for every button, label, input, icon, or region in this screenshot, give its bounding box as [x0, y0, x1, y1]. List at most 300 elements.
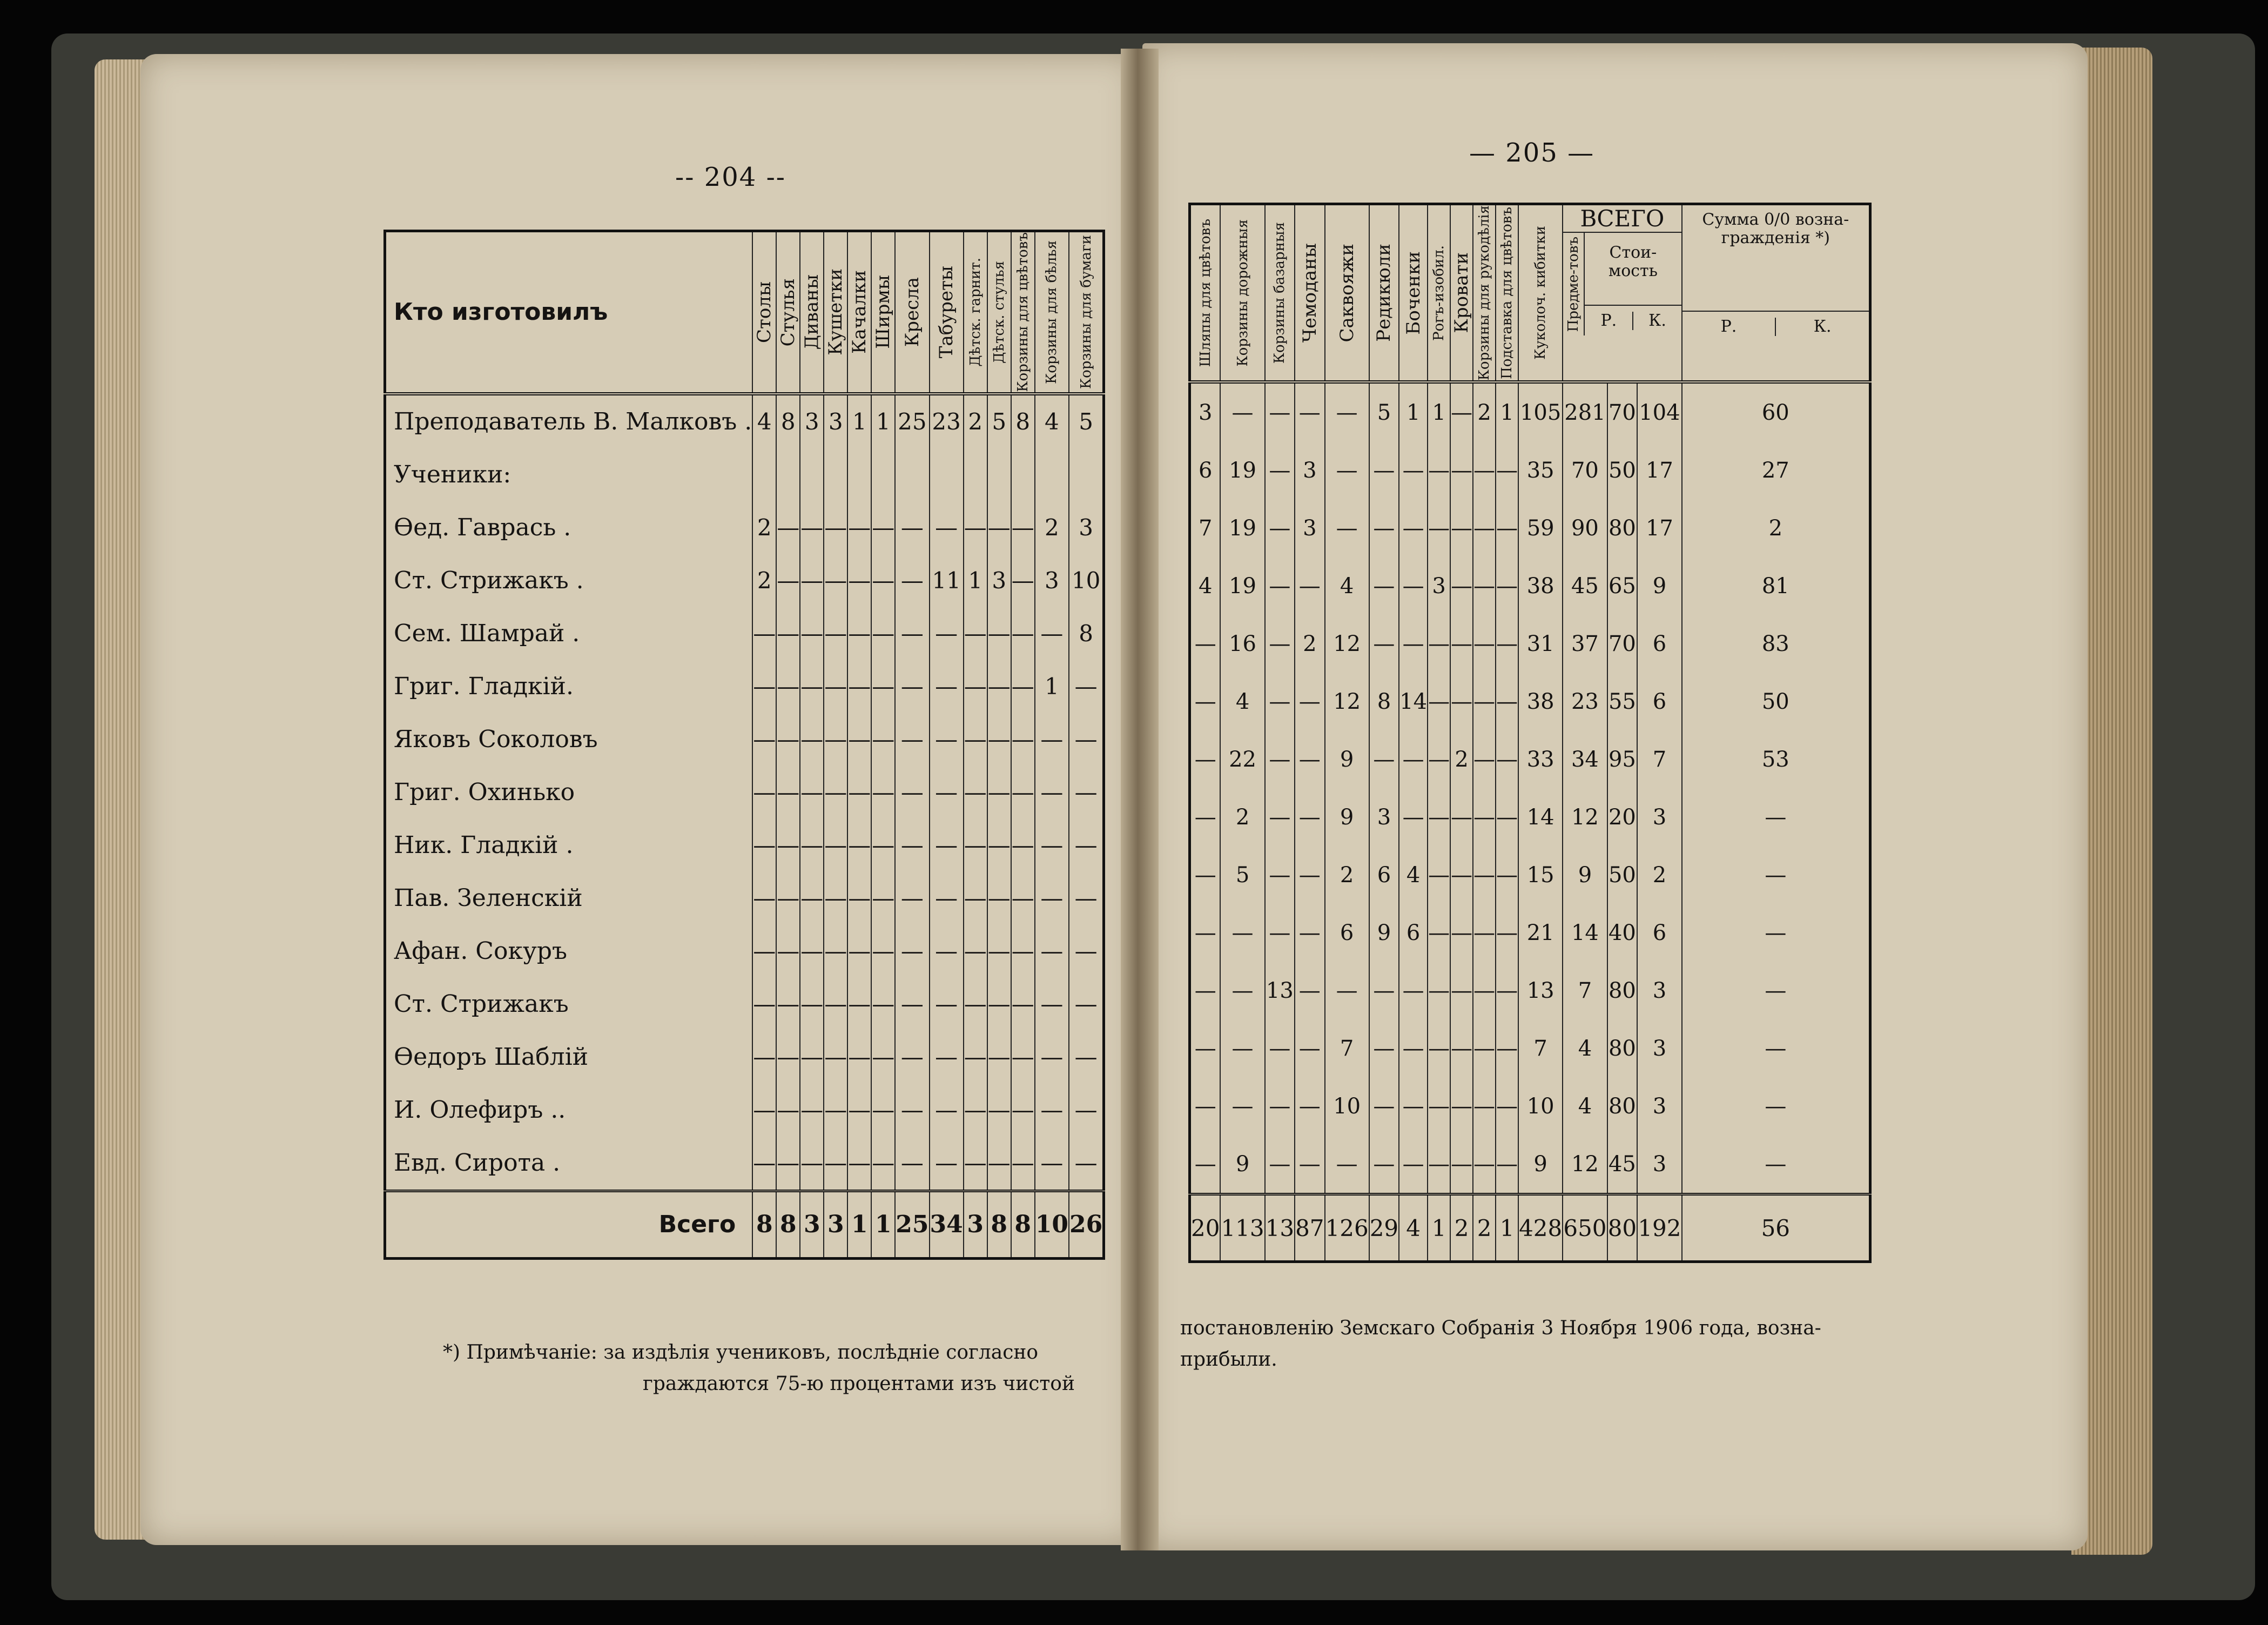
- table-cell: —: [1428, 846, 1450, 904]
- table-cell: —: [1011, 660, 1035, 713]
- row-name: Өедоръ Шаблій: [394, 1043, 589, 1071]
- table-cell: —: [1369, 1077, 1399, 1135]
- table-cell: —: [871, 501, 895, 554]
- left-footnote-line-2: граждаются 75-ю процентами изъ чистой: [643, 1373, 1075, 1395]
- table-cell: —: [1011, 766, 1035, 819]
- table-cell: 7: [1637, 730, 1681, 788]
- table-cell: 2: [752, 501, 776, 554]
- column-header: [1069, 231, 1104, 394]
- table-cell: —: [1428, 673, 1450, 730]
- table-cell: —: [824, 713, 847, 766]
- table-cell: —: [752, 1084, 776, 1137]
- table-cell: —: [1682, 846, 1870, 904]
- table-cell: —: [1450, 499, 1473, 557]
- column-header: [776, 231, 800, 394]
- table-cell: —: [1011, 925, 1035, 978]
- column-header: [1428, 204, 1450, 382]
- column-header-text: Рогъ-изобил.: [1431, 245, 1448, 341]
- reward-header-text: Сумма 0/0 возна-гражденія *): [1702, 210, 1849, 247]
- total-cell: 20: [1190, 1194, 1221, 1262]
- table-cell: —: [1399, 615, 1428, 673]
- table-cell: —: [964, 660, 987, 713]
- table-cell: 31: [1518, 615, 1563, 673]
- total-cell: 1: [871, 1191, 895, 1258]
- table-cell: —: [800, 766, 824, 819]
- table-cell: —: [1295, 1077, 1324, 1135]
- kopecks-label: К.: [1632, 312, 1681, 330]
- table-cell: 4: [1563, 1019, 1607, 1077]
- table-cell: [824, 448, 847, 501]
- table-cell: —: [800, 872, 824, 925]
- table-cell: —: [824, 925, 847, 978]
- table-cell: —: [776, 554, 800, 607]
- table-cell: —: [824, 766, 847, 819]
- total-cell: 4: [1399, 1194, 1428, 1262]
- column-header: [1518, 204, 1563, 382]
- row-name: Преподаватель В. Малковъ .: [394, 408, 752, 436]
- table-cell: —: [824, 607, 847, 660]
- table-cell: —: [1265, 1135, 1295, 1194]
- table-cell: —: [871, 1137, 895, 1191]
- table-row: [1190, 441, 1870, 499]
- table-cell: —: [895, 713, 929, 766]
- table-cell: —: [776, 501, 800, 554]
- total-cell: 2: [1450, 1194, 1473, 1262]
- table-cell: 1: [847, 394, 871, 448]
- total-cell: 428: [1518, 1194, 1563, 1262]
- table-cell: —: [824, 554, 847, 607]
- table-cell: 5: [1369, 382, 1399, 441]
- column-header-text: Саквояжи: [1336, 243, 1358, 343]
- column-header-text: Корзины для бѣлья: [1044, 240, 1060, 384]
- table-cell: —: [1295, 382, 1324, 441]
- table-cell: —: [824, 819, 847, 872]
- table-cell: —: [987, 607, 1011, 660]
- table-cell: 4: [752, 394, 776, 448]
- table-cell: 53: [1682, 730, 1870, 788]
- table-cell: —: [1369, 441, 1399, 499]
- table-cell: 8: [1069, 607, 1104, 660]
- row-name: Ник. Гладкій .: [394, 831, 574, 859]
- table-cell: 3: [1637, 788, 1681, 846]
- table-cell: —: [776, 660, 800, 713]
- reward-header: [1682, 204, 1870, 382]
- table-cell: —: [895, 660, 929, 713]
- table-cell: 3: [987, 554, 1011, 607]
- table-cell: —: [1399, 1077, 1428, 1135]
- table-row: [385, 501, 1104, 554]
- table-cell: [1011, 448, 1035, 501]
- table-cell: —: [824, 1084, 847, 1137]
- column-header: [1190, 204, 1221, 382]
- table-cell: 3: [1637, 1019, 1681, 1077]
- total-label: Всего: [385, 1191, 753, 1258]
- total-cell: 113: [1220, 1194, 1264, 1262]
- table-cell: 14: [1518, 788, 1563, 846]
- table-cell: 1: [1035, 660, 1069, 713]
- table-cell: —: [964, 819, 987, 872]
- table-cell: 23: [930, 394, 964, 448]
- table-cell: —: [987, 1084, 1011, 1137]
- table-cell: —: [1450, 673, 1473, 730]
- total-cell: 8: [987, 1191, 1011, 1258]
- table-cell: —: [1265, 1077, 1295, 1135]
- table-cell: —: [1399, 499, 1428, 557]
- table-cell: —: [1369, 962, 1399, 1019]
- table-cell: 2: [1637, 846, 1681, 904]
- table-cell: —: [1428, 730, 1450, 788]
- table-cell: —: [895, 1084, 929, 1137]
- right-footnote-line-2: прибыли.: [1180, 1348, 1277, 1371]
- table-cell: 1: [871, 394, 895, 448]
- table-cell: —: [800, 1137, 824, 1191]
- total-cell: 8: [776, 1191, 800, 1258]
- table-cell: 13: [1518, 962, 1563, 1019]
- table-cell: —: [871, 1084, 895, 1137]
- table-cell: —: [800, 925, 824, 978]
- row-name: Яковъ Соколовъ: [394, 726, 598, 754]
- table-cell: 3: [1428, 557, 1450, 615]
- table-cell: 9: [1325, 730, 1369, 788]
- table-cell: [987, 448, 1011, 501]
- table-cell: —: [895, 1031, 929, 1084]
- total-group-header: [1563, 204, 1681, 382]
- table-cell: 1: [964, 554, 987, 607]
- table-cell: 45: [1607, 1135, 1638, 1194]
- table-cell: —: [800, 978, 824, 1031]
- table-cell: —: [752, 607, 776, 660]
- table-cell: 14: [1563, 904, 1607, 962]
- table-cell: 70: [1563, 441, 1607, 499]
- table-cell: —: [895, 978, 929, 1031]
- table-cell: 16: [1220, 615, 1264, 673]
- table-cell: [895, 448, 929, 501]
- table-row: [1190, 962, 1870, 1019]
- table-cell: 1: [1428, 382, 1450, 441]
- column-header: [800, 231, 824, 394]
- column-header: [964, 231, 987, 394]
- table-cell: —: [1496, 557, 1518, 615]
- table-row: [385, 448, 1104, 501]
- table-cell: —: [1428, 499, 1450, 557]
- column-header-text: Куколоч. кибитки: [1532, 226, 1549, 360]
- table-cell: 35: [1518, 441, 1563, 499]
- table-cell: —: [1265, 499, 1295, 557]
- table-cell: —: [987, 713, 1011, 766]
- table-cell: —: [824, 660, 847, 713]
- table-cell: 1: [1496, 382, 1518, 441]
- table-row: [385, 660, 1104, 713]
- table-cell: 20: [1607, 788, 1638, 846]
- table-cell: —: [1450, 962, 1473, 1019]
- table-cell: —: [1295, 730, 1324, 788]
- table-row: [1190, 1135, 1870, 1194]
- table-cell: —: [847, 872, 871, 925]
- table-cell: 19: [1220, 499, 1264, 557]
- table-cell: —: [847, 1084, 871, 1137]
- table-cell: 7: [1518, 1019, 1563, 1077]
- table-cell: —: [987, 766, 1011, 819]
- table-cell: —: [1682, 1019, 1870, 1077]
- table-cell: —: [1496, 673, 1518, 730]
- table-cell: —: [1450, 557, 1473, 615]
- table-cell: —: [930, 1137, 964, 1191]
- table-cell: —: [1265, 441, 1295, 499]
- table-row: [385, 1137, 1104, 1191]
- table-cell: —: [776, 607, 800, 660]
- table-cell: —: [1295, 788, 1324, 846]
- table-cell: 4: [1035, 394, 1069, 448]
- table-row: [1190, 673, 1870, 730]
- column-header-text: Корзины дорожныя: [1234, 219, 1251, 367]
- table-cell: 8: [1011, 394, 1035, 448]
- table-row: [1190, 557, 1870, 615]
- total-cell: 650: [1563, 1194, 1607, 1262]
- table-cell: 12: [1325, 673, 1369, 730]
- table-cell: —: [964, 607, 987, 660]
- table-cell: —: [1220, 1019, 1264, 1077]
- table-cell: 22: [1220, 730, 1264, 788]
- total-cell: 13: [1265, 1194, 1295, 1262]
- column-header-text: Стулья: [777, 278, 799, 347]
- table-cell: —: [1473, 673, 1496, 730]
- table-cell: —: [1496, 788, 1518, 846]
- total-cell: 126: [1325, 1194, 1369, 1262]
- column-header-text: Шляпы для цвѣтовъ: [1197, 218, 1214, 367]
- total-cell: 26: [1069, 1191, 1104, 1258]
- column-header: [1220, 204, 1264, 382]
- table-cell: —: [871, 607, 895, 660]
- table-cell: 13: [1265, 962, 1295, 1019]
- table-cell: 81: [1682, 557, 1870, 615]
- table-cell: —: [987, 872, 1011, 925]
- table-cell: —: [1265, 788, 1295, 846]
- table-cell: —: [1265, 730, 1295, 788]
- column-header: [930, 231, 964, 394]
- table-cell: 2: [1682, 499, 1870, 557]
- table-cell: —: [1450, 1019, 1473, 1077]
- who-made-header: Кто изготовилъ: [385, 231, 753, 394]
- table-cell: —: [964, 501, 987, 554]
- table-cell: [1035, 448, 1069, 501]
- table-cell: —: [1473, 1019, 1496, 1077]
- table-cell: —: [847, 819, 871, 872]
- column-header-text: Кресла: [901, 277, 923, 347]
- table-cell: —: [1496, 1077, 1518, 1135]
- column-header-text: Ширмы: [872, 275, 894, 350]
- table-cell: —: [847, 660, 871, 713]
- table-cell: —: [1369, 499, 1399, 557]
- column-header-text: Дѣтск. гарнит.: [967, 258, 984, 367]
- vsego-label: ВСЕГО: [1563, 205, 1681, 233]
- table-cell: —: [987, 1031, 1011, 1084]
- table-cell: —: [847, 1137, 871, 1191]
- table-cell: —: [1035, 1084, 1069, 1137]
- table-cell: —: [1069, 925, 1104, 978]
- row-name: Ученики:: [394, 461, 512, 489]
- table-cell: 38: [1518, 557, 1563, 615]
- table-cell: 6: [1190, 441, 1221, 499]
- table-cell: —: [1496, 441, 1518, 499]
- table-cell: 2: [1450, 730, 1473, 788]
- table-cell: —: [847, 554, 871, 607]
- table-cell: —: [1496, 615, 1518, 673]
- table-cell: 60: [1682, 382, 1870, 441]
- table-cell: —: [1473, 1077, 1496, 1135]
- table-row: [385, 554, 1104, 607]
- table-cell: 2: [1220, 788, 1264, 846]
- table-cell: —: [1496, 499, 1518, 557]
- column-header: [847, 231, 871, 394]
- table-cell: —: [895, 554, 929, 607]
- table-cell: —: [1069, 1031, 1104, 1084]
- table-row: [385, 713, 1104, 766]
- rubles-label: Р.: [1600, 311, 1617, 330]
- table-cell: —: [824, 1031, 847, 1084]
- table-cell: [752, 448, 776, 501]
- table-cell: —: [895, 1137, 929, 1191]
- left-footnote-line-1: *) Примѣчаніе: за издѣлія учениковъ, послѣдніе согласно: [443, 1341, 1039, 1364]
- table-cell: 17: [1637, 499, 1681, 557]
- row-name: Ст. Стрижакъ .: [394, 567, 584, 595]
- table-cell: 34: [1563, 730, 1607, 788]
- table-cell: —: [1473, 1135, 1496, 1194]
- table-cell: —: [847, 766, 871, 819]
- table-cell: —: [871, 1031, 895, 1084]
- table-cell: 83: [1682, 615, 1870, 673]
- column-header-text: Корзины для цвѣтовъ: [1014, 232, 1031, 392]
- table-cell: —: [1369, 1019, 1399, 1077]
- table-cell: —: [1428, 1135, 1450, 1194]
- column-header: [1325, 204, 1369, 382]
- row-name: Афан. Сокуръ: [394, 937, 567, 965]
- table-cell: —: [1473, 788, 1496, 846]
- table-cell: —: [847, 713, 871, 766]
- table-cell: —: [987, 978, 1011, 1031]
- table-cell: 3: [1369, 788, 1399, 846]
- table-cell: —: [1220, 382, 1264, 441]
- table-cell: 90: [1563, 499, 1607, 557]
- table-cell: 6: [1325, 904, 1369, 962]
- table-cell: —: [1011, 978, 1035, 1031]
- table-cell: —: [1450, 846, 1473, 904]
- table-cell: —: [871, 872, 895, 925]
- table-cell: 50: [1607, 441, 1638, 499]
- table-cell: 9: [1220, 1135, 1264, 1194]
- row-name: Григ. Охинько: [394, 778, 575, 807]
- total-cell: 80: [1607, 1194, 1638, 1262]
- table-cell: —: [871, 766, 895, 819]
- table-cell: 9: [1637, 557, 1681, 615]
- table-cell: —: [776, 978, 800, 1031]
- total-cell: 10: [1035, 1191, 1069, 1258]
- row-name: Өед. Гаврась .: [394, 514, 571, 542]
- row-name: И. Олефиръ ..: [394, 1096, 566, 1124]
- table-cell: —: [964, 1137, 987, 1191]
- table-cell: —: [1450, 382, 1473, 441]
- table-cell: 12: [1563, 788, 1607, 846]
- table-cell: 3: [824, 394, 847, 448]
- table-cell: 105: [1518, 382, 1563, 441]
- column-header-text: Табуреты: [936, 266, 958, 359]
- table-cell: 4: [1190, 557, 1221, 615]
- column-header-text: Качалки: [849, 270, 871, 354]
- table-cell: —: [871, 925, 895, 978]
- table-cell: —: [1496, 962, 1518, 1019]
- table-cell: 5: [987, 394, 1011, 448]
- table-cell: —: [824, 978, 847, 1031]
- table-row: [1190, 730, 1870, 788]
- table-cell: —: [776, 713, 800, 766]
- table-cell: —: [1496, 904, 1518, 962]
- table-cell: —: [1399, 1135, 1428, 1194]
- book-gutter: [1121, 49, 1159, 1550]
- table-cell: 38: [1518, 673, 1563, 730]
- table-cell: 33: [1518, 730, 1563, 788]
- table-cell: —: [930, 1084, 964, 1137]
- table-cell: —: [1190, 846, 1221, 904]
- table-cell: 3: [1637, 962, 1681, 1019]
- table-cell: —: [800, 554, 824, 607]
- table-cell: —: [752, 819, 776, 872]
- table-cell: 7: [1190, 499, 1221, 557]
- table-cell: —: [930, 872, 964, 925]
- table-cell: —: [847, 607, 871, 660]
- table-cell: 10: [1325, 1077, 1369, 1135]
- table-cell: —: [847, 1031, 871, 1084]
- table-cell: 3: [1035, 554, 1069, 607]
- table-cell: 2: [1325, 846, 1369, 904]
- table-cell: —: [1428, 788, 1450, 846]
- table-cell: 4: [1563, 1077, 1607, 1135]
- table-cell: —: [1473, 557, 1496, 615]
- table-cell: 95: [1607, 730, 1638, 788]
- table-cell: —: [964, 766, 987, 819]
- table-cell: 7: [1325, 1019, 1369, 1077]
- table-row: [1190, 904, 1870, 962]
- table-cell: —: [1069, 1137, 1104, 1191]
- table-cell: —: [895, 925, 929, 978]
- table-cell: —: [871, 713, 895, 766]
- row-name: Григ. Гладкій.: [394, 673, 574, 701]
- table-row: [1190, 846, 1870, 904]
- column-header: [871, 231, 895, 394]
- page-number-left: -- 204 --: [675, 162, 786, 192]
- table-cell: 40: [1607, 904, 1638, 962]
- table-row: [385, 872, 1104, 925]
- table-cell: —: [1190, 1135, 1221, 1194]
- table-cell: —: [1399, 788, 1428, 846]
- table-cell: 6: [1369, 846, 1399, 904]
- table-cell: 80: [1607, 1077, 1638, 1135]
- table-cell: —: [1496, 1019, 1518, 1077]
- table-cell: 15: [1518, 846, 1563, 904]
- right-footnote-line-1: постановленію Земскаго Собранія 3 Ноября 1906 года, возна-: [1180, 1317, 1821, 1339]
- table-cell: —: [964, 925, 987, 978]
- column-header: [1265, 204, 1295, 382]
- table-cell: —: [1295, 673, 1324, 730]
- table-cell: —: [1682, 962, 1870, 1019]
- table-row: [385, 607, 1104, 660]
- table-cell: —: [847, 501, 871, 554]
- table-cell: —: [824, 872, 847, 925]
- table-cell: 9: [1325, 788, 1369, 846]
- table-cell: 3: [1637, 1135, 1681, 1194]
- table-cell: —: [1190, 730, 1221, 788]
- table-cell: —: [1399, 730, 1428, 788]
- table-cell: 21: [1518, 904, 1563, 962]
- table-cell: 8: [1369, 673, 1399, 730]
